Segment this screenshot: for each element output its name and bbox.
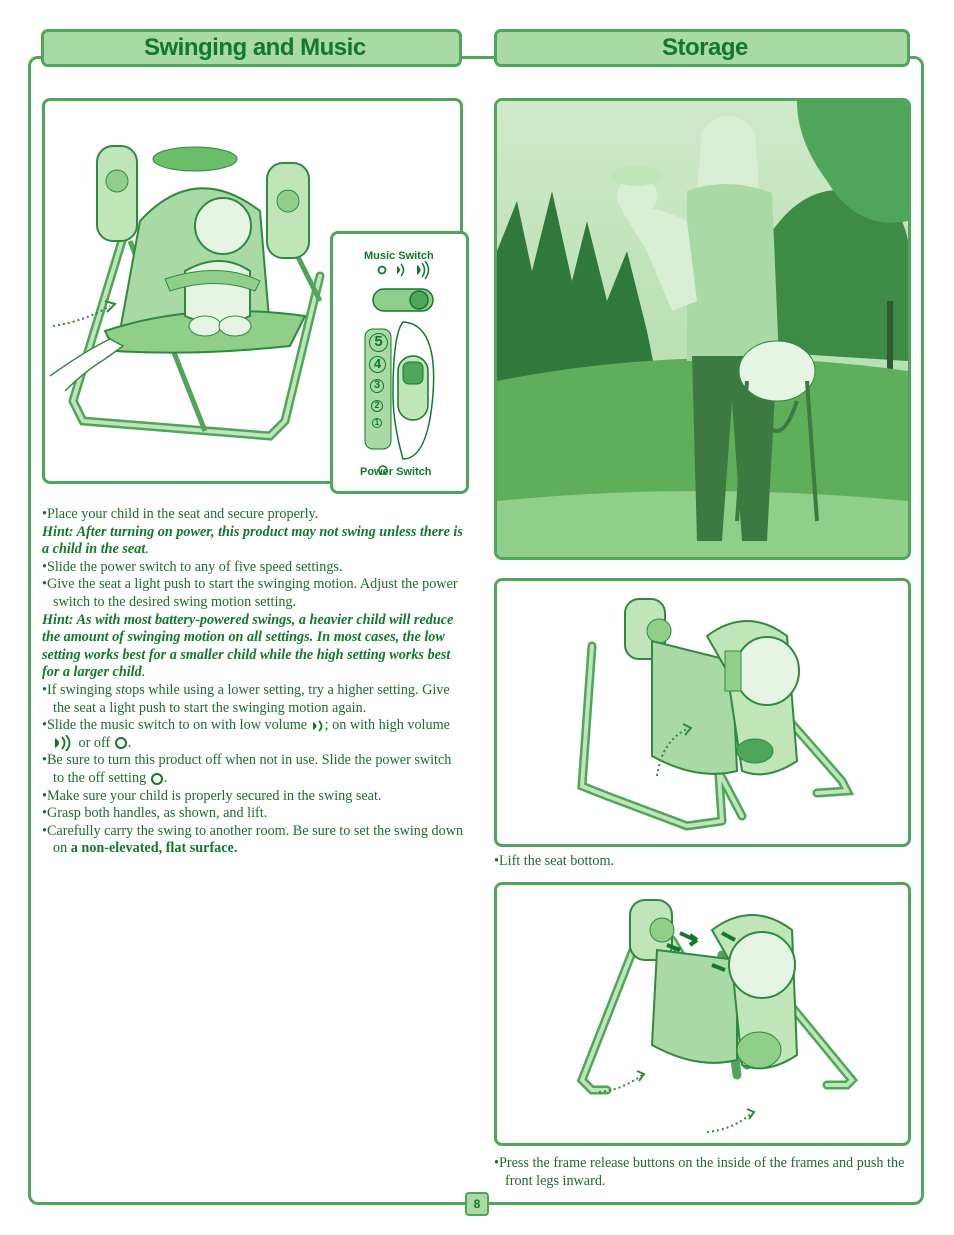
instruction-9: •Carefully carry the swing to another room. Be sure to set the swing down on a non-elevated, flat surface. <box>42 822 464 857</box>
switch-detail-panel <box>330 231 469 494</box>
swinging-music-title: Swinging and Music <box>144 34 366 61</box>
caption-frame-release: •Press the frame release buttons on the inside of the frames and push the front legs inward. <box>494 1155 905 1189</box>
swing-folding-step2-illustration <box>497 885 908 1143</box>
instruction-4: •If swinging stops while using a lower setting, try a higher setting. Give the seat a light push to start the swinging motion again. <box>42 681 450 716</box>
off-icon <box>114 736 128 750</box>
speed-5: 5 <box>369 333 388 352</box>
hint-2: Hint: As with most battery-powered swings, a heavier child will reduce the amount of swinging motion on all settings. In most cases, the low setting works best for a smaller child while the high setting works best for a larger child. <box>42 611 454 681</box>
instruction-8: •Grasp both handles, as shown, and lift. <box>42 805 268 822</box>
instruction-3: •Give the seat a light push to start the swinging motion. Adjust the power switch to the desired swing motion setting. <box>42 576 458 610</box>
caption-lift-seat: •Lift the seat bottom. <box>494 853 615 869</box>
low-volume-icon <box>311 719 325 733</box>
off-setting-icon <box>150 772 164 786</box>
instruction-5: •Slide the music switch to on with low volume ; on with high volume or off . <box>42 717 450 751</box>
swinging-music-header <box>41 29 462 67</box>
storage-photo-panel <box>494 98 911 560</box>
storage-title: Storage <box>662 34 748 61</box>
hint-1: Hint: After turning on power, this product may not swing unless there is a child in the seat. <box>42 523 463 558</box>
instruction-7: •Make sure your child is properly secured in the swing seat. <box>42 787 382 804</box>
speed-indicators <box>369 331 385 428</box>
speed-2: 2 <box>371 400 383 412</box>
high-volume-icon <box>53 735 75 751</box>
frame-release-illustration-panel <box>494 882 911 1146</box>
speed-3: 3 <box>370 379 384 393</box>
lift-seat-illustration-panel <box>494 578 911 847</box>
swinging-instructions <box>42 506 464 858</box>
instruction-1: •Place your child in the seat and secure properly. <box>42 506 319 522</box>
instruction-6: •Be sure to turn this product off when not in use. Slide the power switch to the off setting . <box>42 752 452 786</box>
storage-header <box>494 29 910 67</box>
swing-folding-step1-illustration <box>497 581 908 844</box>
switch-diagram <box>333 234 466 491</box>
instruction-2: •Slide the power switch to any of five speed settings. <box>42 558 343 575</box>
speed-1: 1 <box>372 418 382 428</box>
speed-4: 4 <box>369 356 386 373</box>
music-switch-label: Music Switch <box>364 250 434 262</box>
mother-carrying-swing-photo <box>497 101 908 557</box>
page-number: 8 <box>465 1192 489 1216</box>
power-switch-label: Power Switch <box>360 466 432 478</box>
